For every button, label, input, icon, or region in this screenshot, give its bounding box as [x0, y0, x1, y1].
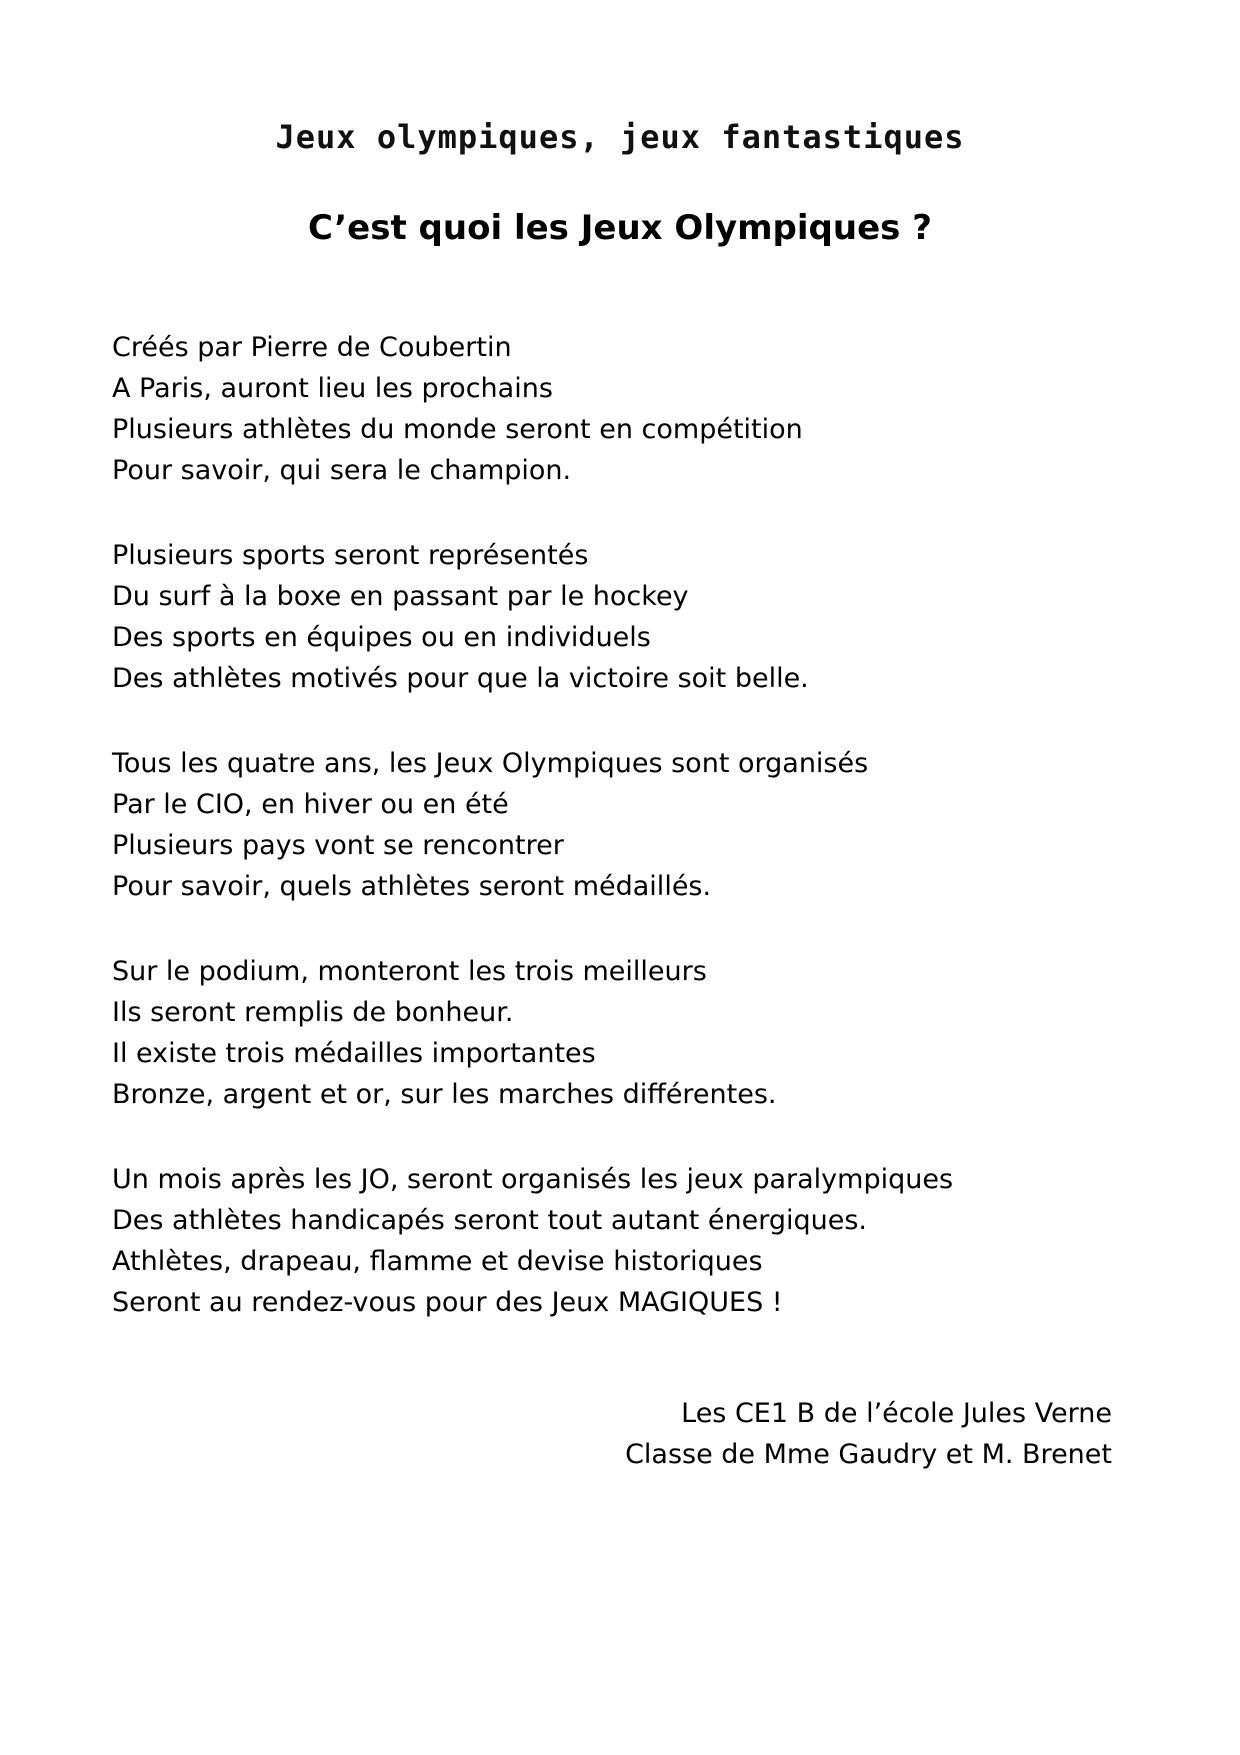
signature-line: Classe de Mme Gaudry et M. Brenet	[625, 1439, 1112, 1471]
page-subtitle: C’est quoi les Jeux Olympiques ?	[308, 208, 932, 249]
poem-stanza	[112, 535, 1130, 699]
poem-line: Plusieurs pays vont se rencontrer	[112, 830, 564, 862]
poem-line: Pour savoir, qui sera le champion.	[112, 455, 572, 487]
page-title: Jeux olympiques, jeux fantastiques	[275, 118, 965, 156]
poem-line: Athlètes, drapeau, flamme et devise historiques	[112, 1246, 763, 1278]
poem-line: Bronze, argent et or, sur les marches différentes.	[112, 1079, 777, 1111]
poem-line: Des athlètes handicapés seront tout autant énergiques.	[112, 1205, 868, 1237]
poem-line: Ils seront remplis de bonheur.	[112, 997, 514, 1029]
poem-stanza	[112, 743, 1130, 907]
poem-line: Du surf à la boxe en passant par le hockey	[112, 581, 689, 613]
poem-line: Des sports en équipes ou en individuels	[112, 622, 651, 654]
poem-line: Des athlètes motivés pour que la victoire soit belle.	[112, 663, 809, 695]
poem-line: Créés par Pierre de Coubertin	[112, 332, 512, 364]
poem-line: Sur le podium, monteront les trois meilleurs	[112, 956, 707, 988]
signature-line: Les CE1 B de l’école Jules Verne	[681, 1398, 1112, 1430]
poem-line: A Paris, auront lieu les prochains	[112, 373, 553, 405]
poem-line: Un mois après les JO, seront organisés les jeux paralympiques	[112, 1164, 954, 1196]
poem-line: Plusieurs sports seront représentés	[112, 540, 589, 572]
poem-line: Il existe trois médailles importantes	[112, 1038, 596, 1070]
poem-line: Seront au rendez-vous pour des Jeux MAGIQUES !	[112, 1287, 783, 1319]
signature-block	[110, 1393, 1130, 1475]
poem-stanza	[112, 951, 1130, 1115]
poem-stanza	[112, 327, 1130, 491]
poem-line: Tous les quatre ans, les Jeux Olympiques sont organisés	[112, 748, 869, 780]
poem-stanza	[112, 1159, 1130, 1323]
poem-body	[110, 327, 1130, 1323]
poem-line: Pour savoir, quels athlètes seront médaillés.	[112, 871, 712, 903]
poem-line: Plusieurs athlètes du monde seront en compétition	[112, 414, 803, 446]
poem-line: Par le CIO, en hiver ou en été	[112, 789, 509, 821]
